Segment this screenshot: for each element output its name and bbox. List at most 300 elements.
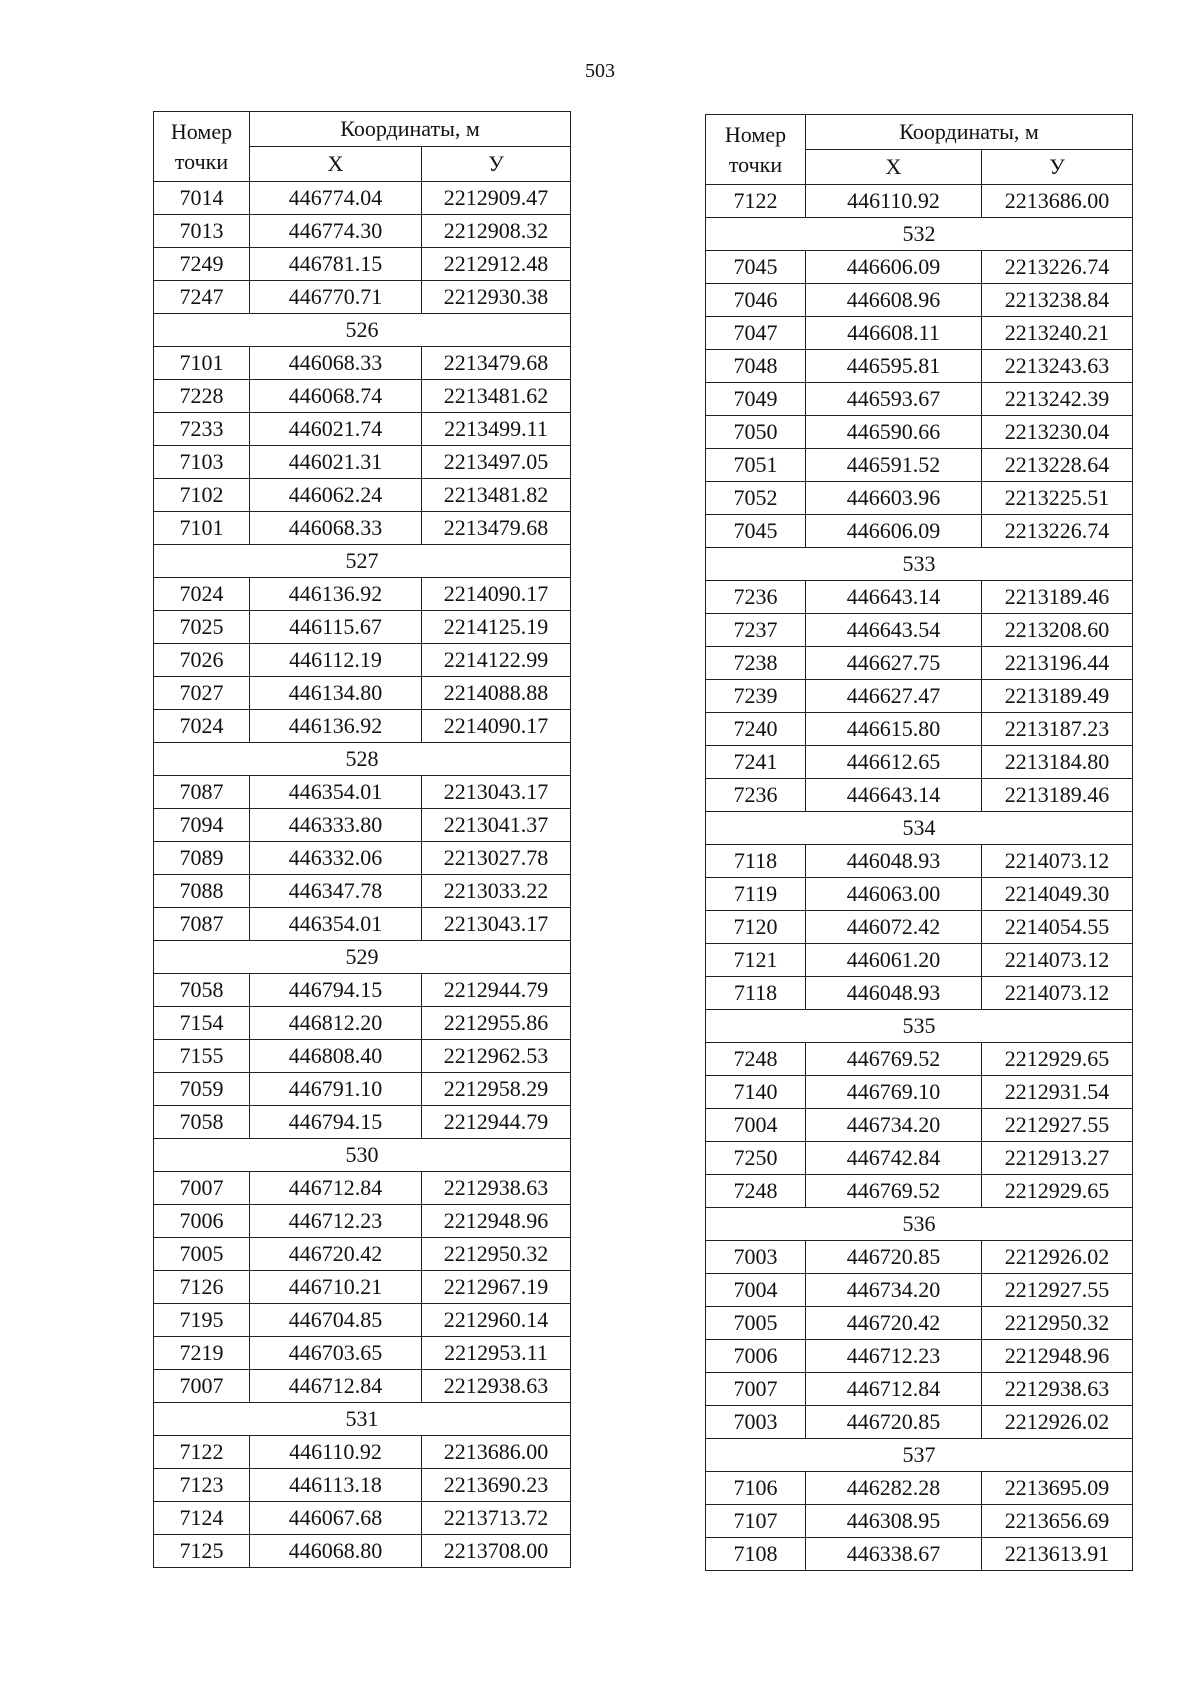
table-row <box>154 809 571 842</box>
y-coordinate-cell: 2212950.32 <box>422 1238 571 1271</box>
table-row <box>154 1535 571 1568</box>
point-number-cell: 7122 <box>706 185 806 218</box>
table-row <box>154 248 571 281</box>
point-number-cell: 7003 <box>706 1406 806 1439</box>
x-coordinate-cell: 446595.81 <box>806 350 982 383</box>
x-coordinate-cell: 446769.52 <box>806 1043 982 1076</box>
y-coordinate-cell: 2212929.65 <box>982 1175 1133 1208</box>
point-number-cell: 7106 <box>706 1472 806 1505</box>
y-coordinate-cell: 2213479.68 <box>422 512 571 545</box>
point-number-cell: 7058 <box>154 974 250 1007</box>
y-coordinate-cell: 2213228.64 <box>982 449 1133 482</box>
table-row <box>706 317 1133 350</box>
x-coordinate-cell: 446791.10 <box>250 1073 422 1106</box>
table-row <box>154 611 571 644</box>
y-coordinate-cell: 2214073.12 <box>982 944 1133 977</box>
y-coordinate-cell: 2212948.96 <box>982 1340 1133 1373</box>
y-coordinate-cell: 2213499.11 <box>422 413 571 446</box>
y-coordinate-cell: 2212908.32 <box>422 215 571 248</box>
x-coordinate-cell: 446021.74 <box>250 413 422 446</box>
point-number-cell: 7248 <box>706 1043 806 1076</box>
table-row <box>706 581 1133 614</box>
point-number-cell: 7250 <box>706 1142 806 1175</box>
y-coordinate-cell: 2213481.62 <box>422 380 571 413</box>
point-number-cell: 7046 <box>706 284 806 317</box>
table-row <box>154 1172 571 1205</box>
y-coordinate-cell: 2213189.46 <box>982 581 1133 614</box>
y-coordinate-cell: 2213043.17 <box>422 908 571 941</box>
x-coordinate-cell: 446734.20 <box>806 1274 982 1307</box>
x-coordinate-cell: 446136.92 <box>250 710 422 743</box>
table-row <box>154 1238 571 1271</box>
point-number-cell: 7004 <box>706 1109 806 1142</box>
point-number-cell: 7119 <box>706 878 806 911</box>
point-number-cell: 7047 <box>706 317 806 350</box>
x-coordinate-cell: 446769.10 <box>806 1076 982 1109</box>
point-number-cell: 7108 <box>706 1538 806 1571</box>
x-coordinate-cell: 446136.92 <box>250 578 422 611</box>
point-number-cell: 7122 <box>154 1436 250 1469</box>
x-coordinate-cell: 446781.15 <box>250 248 422 281</box>
y-coordinate-cell: 2212912.48 <box>422 248 571 281</box>
y-coordinate-cell: 2213225.51 <box>982 482 1133 515</box>
point-number-cell: 7007 <box>154 1172 250 1205</box>
section-row <box>706 218 1133 251</box>
y-coordinate-cell: 2212938.63 <box>422 1370 571 1403</box>
section-row <box>154 941 571 974</box>
point-number-cell: 7024 <box>154 710 250 743</box>
table-row <box>154 842 571 875</box>
table-row <box>154 578 571 611</box>
x-coordinate-cell: 446282.28 <box>806 1472 982 1505</box>
y-coordinate-cell: 2213238.84 <box>982 284 1133 317</box>
y-coordinate-cell: 2212948.96 <box>422 1205 571 1238</box>
table-row <box>706 185 1133 218</box>
y-coordinate-cell: 2214049.30 <box>982 878 1133 911</box>
x-coordinate-cell: 446720.42 <box>806 1307 982 1340</box>
table-row <box>706 1142 1133 1175</box>
point-number-cell: 7140 <box>706 1076 806 1109</box>
x-coordinate-cell: 446712.23 <box>806 1340 982 1373</box>
point-number-cell: 7120 <box>706 911 806 944</box>
x-coordinate-cell: 446333.80 <box>250 809 422 842</box>
section-number: 526 <box>154 314 571 347</box>
table-row <box>154 1073 571 1106</box>
coordinates-table-left <box>153 111 571 1568</box>
table-row <box>154 413 571 446</box>
x-coordinate-cell: 446712.84 <box>250 1370 422 1403</box>
y-coordinate-cell: 2213189.46 <box>982 779 1133 812</box>
x-coordinate-cell: 446593.67 <box>806 383 982 416</box>
point-number-cell: 7087 <box>154 908 250 941</box>
point-number-cell: 7101 <box>154 347 250 380</box>
table-row <box>706 383 1133 416</box>
table-row <box>154 1040 571 1073</box>
section-number: 537 <box>706 1439 1133 1472</box>
x-coordinate-cell: 446794.15 <box>250 974 422 1007</box>
y-coordinate-cell: 2212950.32 <box>982 1307 1133 1340</box>
table-row <box>706 1076 1133 1109</box>
section-number: 536 <box>706 1208 1133 1241</box>
table-row <box>706 251 1133 284</box>
y-coordinate-cell: 2214088.88 <box>422 677 571 710</box>
point-number-cell: 7088 <box>154 875 250 908</box>
y-coordinate-cell: 2212913.27 <box>982 1142 1133 1175</box>
x-coordinate-cell: 446812.20 <box>250 1007 422 1040</box>
coordinates-table-right <box>705 114 1133 1571</box>
x-coordinate-cell: 446068.33 <box>250 512 422 545</box>
y-coordinate-cell: 2213690.23 <box>422 1469 571 1502</box>
table-row <box>706 647 1133 680</box>
x-coordinate-cell: 446720.85 <box>806 1241 982 1274</box>
y-coordinate-cell: 2214122.99 <box>422 644 571 677</box>
table-row <box>706 1505 1133 1538</box>
point-number-cell: 7195 <box>154 1304 250 1337</box>
header-row <box>706 115 1133 150</box>
table-row <box>706 284 1133 317</box>
y-coordinate-cell: 2213481.82 <box>422 479 571 512</box>
point-number-cell: 7237 <box>706 614 806 647</box>
y-coordinate-cell: 2213708.00 <box>422 1535 571 1568</box>
point-number-cell: 7124 <box>154 1502 250 1535</box>
x-coordinate-cell: 446720.42 <box>250 1238 422 1271</box>
x-coordinate-cell: 446068.74 <box>250 380 422 413</box>
x-coordinate-cell: 446608.11 <box>806 317 982 350</box>
table-row <box>706 1274 1133 1307</box>
y-coordinate-cell: 2212938.63 <box>982 1373 1133 1406</box>
point-number-cell: 7126 <box>154 1271 250 1304</box>
section-row <box>154 1139 571 1172</box>
table-row <box>706 1043 1133 1076</box>
section-number: 535 <box>706 1010 1133 1043</box>
y-header: У <box>422 147 571 182</box>
section-row <box>706 1208 1133 1241</box>
point-number-cell: 7027 <box>154 677 250 710</box>
x-coordinate-cell: 446338.67 <box>806 1538 982 1571</box>
x-coordinate-cell: 446603.96 <box>806 482 982 515</box>
point-number-cell: 7013 <box>154 215 250 248</box>
table-row <box>706 614 1133 647</box>
y-header: У <box>982 150 1133 185</box>
x-coordinate-cell: 446021.31 <box>250 446 422 479</box>
x-header: Х <box>250 147 422 182</box>
point-number-cell: 7248 <box>706 1175 806 1208</box>
table-row <box>154 875 571 908</box>
x-coordinate-cell: 446606.09 <box>806 251 982 284</box>
section-row <box>706 812 1133 845</box>
point-number-cell: 7155 <box>154 1040 250 1073</box>
x-coordinate-cell: 446354.01 <box>250 908 422 941</box>
y-coordinate-cell: 2212944.79 <box>422 974 571 1007</box>
y-coordinate-cell: 2213196.44 <box>982 647 1133 680</box>
point-number-cell: 7239 <box>706 680 806 713</box>
point-number-cell: 7101 <box>154 512 250 545</box>
table-row <box>706 1472 1133 1505</box>
section-number: 530 <box>154 1139 571 1172</box>
x-coordinate-cell: 446068.80 <box>250 1535 422 1568</box>
point-number-cell: 7249 <box>154 248 250 281</box>
x-coordinate-cell: 446112.19 <box>250 644 422 677</box>
y-coordinate-cell: 2213243.63 <box>982 350 1133 383</box>
section-row <box>706 1010 1133 1043</box>
x-coordinate-cell: 446794.15 <box>250 1106 422 1139</box>
table-row <box>706 350 1133 383</box>
y-coordinate-cell: 2213656.69 <box>982 1505 1133 1538</box>
point-number-cell: 7050 <box>706 416 806 449</box>
x-coordinate-cell: 446774.04 <box>250 182 422 215</box>
point-number-cell: 7233 <box>154 413 250 446</box>
table-row <box>706 482 1133 515</box>
x-coordinate-cell: 446113.18 <box>250 1469 422 1502</box>
point-number-cell: 7236 <box>706 779 806 812</box>
point-number-cell: 7005 <box>154 1238 250 1271</box>
y-coordinate-cell: 2213027.78 <box>422 842 571 875</box>
point-number-cell: 7003 <box>706 1241 806 1274</box>
table-row <box>154 215 571 248</box>
table-row <box>154 974 571 1007</box>
point-number-cell: 7004 <box>706 1274 806 1307</box>
y-coordinate-cell: 2212938.63 <box>422 1172 571 1205</box>
section-number: 528 <box>154 743 571 776</box>
point-number-cell: 7102 <box>154 479 250 512</box>
table-row <box>154 710 571 743</box>
table-row <box>706 944 1133 977</box>
point-number-cell: 7087 <box>154 776 250 809</box>
section-row <box>706 1439 1133 1472</box>
table-row <box>154 281 571 314</box>
table-row <box>706 1109 1133 1142</box>
table-row <box>154 479 571 512</box>
table-row <box>706 1538 1133 1571</box>
point-number-cell: 7118 <box>706 845 806 878</box>
x-coordinate-cell: 446710.21 <box>250 1271 422 1304</box>
table-row <box>706 911 1133 944</box>
table-row <box>154 1436 571 1469</box>
y-coordinate-cell: 2213184.80 <box>982 746 1133 779</box>
x-header: Х <box>806 150 982 185</box>
x-coordinate-cell: 446332.06 <box>250 842 422 875</box>
y-coordinate-cell: 2212944.79 <box>422 1106 571 1139</box>
table-row <box>154 1304 571 1337</box>
point-number-cell: 7238 <box>706 647 806 680</box>
table-row <box>154 677 571 710</box>
x-coordinate-cell: 446134.80 <box>250 677 422 710</box>
point-number-cell: 7052 <box>706 482 806 515</box>
y-coordinate-cell: 2213686.00 <box>422 1436 571 1469</box>
table-row <box>154 908 571 941</box>
point-number-cell: 7123 <box>154 1469 250 1502</box>
y-coordinate-cell: 2213686.00 <box>982 185 1133 218</box>
x-coordinate-cell: 446308.95 <box>806 1505 982 1538</box>
y-coordinate-cell: 2212927.55 <box>982 1274 1133 1307</box>
table-row <box>706 1373 1133 1406</box>
section-number: 531 <box>154 1403 571 1436</box>
table-row <box>706 977 1133 1010</box>
x-coordinate-cell: 446720.85 <box>806 1406 982 1439</box>
x-coordinate-cell: 446110.92 <box>250 1436 422 1469</box>
section-row <box>154 314 571 347</box>
table-row <box>154 1502 571 1535</box>
table-row <box>154 380 571 413</box>
point-number-cell: 7006 <box>154 1205 250 1238</box>
point-number-header: Номер точки <box>154 112 250 182</box>
point-number-cell: 7240 <box>706 713 806 746</box>
table-row <box>154 1106 571 1139</box>
x-coordinate-cell: 446062.24 <box>250 479 422 512</box>
point-number-cell: 7005 <box>706 1307 806 1340</box>
y-coordinate-cell: 2212930.38 <box>422 281 571 314</box>
point-number-cell: 7241 <box>706 746 806 779</box>
y-coordinate-cell: 2213208.60 <box>982 614 1133 647</box>
table-row <box>706 515 1133 548</box>
point-number-cell: 7051 <box>706 449 806 482</box>
x-coordinate-cell: 446703.65 <box>250 1337 422 1370</box>
table-row <box>154 776 571 809</box>
x-coordinate-cell: 446643.54 <box>806 614 982 647</box>
header-row <box>154 112 571 147</box>
x-coordinate-cell: 446808.40 <box>250 1040 422 1073</box>
x-coordinate-cell: 446712.84 <box>806 1373 982 1406</box>
section-number: 532 <box>706 218 1133 251</box>
table-row <box>706 779 1133 812</box>
y-coordinate-cell: 2213033.22 <box>422 875 571 908</box>
section-row <box>706 548 1133 581</box>
point-number-cell: 7049 <box>706 383 806 416</box>
x-coordinate-cell: 446590.66 <box>806 416 982 449</box>
y-coordinate-cell: 2212909.47 <box>422 182 571 215</box>
point-number-cell: 7121 <box>706 944 806 977</box>
table-row <box>154 1469 571 1502</box>
coordinates-header: Координаты, м <box>806 115 1133 150</box>
table-row <box>154 512 571 545</box>
x-coordinate-cell: 446354.01 <box>250 776 422 809</box>
table-row <box>154 446 571 479</box>
y-coordinate-cell: 2214090.17 <box>422 710 571 743</box>
point-number-cell: 7219 <box>154 1337 250 1370</box>
point-number-cell: 7228 <box>154 380 250 413</box>
y-coordinate-cell: 2213041.37 <box>422 809 571 842</box>
x-coordinate-cell: 446612.65 <box>806 746 982 779</box>
table-row <box>706 416 1133 449</box>
table-row <box>154 1205 571 1238</box>
table-row <box>706 1406 1133 1439</box>
y-coordinate-cell: 2213226.74 <box>982 251 1133 284</box>
x-coordinate-cell: 446734.20 <box>806 1109 982 1142</box>
y-coordinate-cell: 2213242.39 <box>982 383 1133 416</box>
table-row <box>706 1340 1133 1373</box>
table-row <box>706 713 1133 746</box>
y-coordinate-cell: 2213613.91 <box>982 1538 1133 1571</box>
table-row <box>706 878 1133 911</box>
y-coordinate-cell: 2213713.72 <box>422 1502 571 1535</box>
page-number: 503 <box>585 60 615 82</box>
y-coordinate-cell: 2213695.09 <box>982 1472 1133 1505</box>
x-coordinate-cell: 446115.67 <box>250 611 422 644</box>
y-coordinate-cell: 2213240.21 <box>982 317 1133 350</box>
x-coordinate-cell: 446072.42 <box>806 911 982 944</box>
y-coordinate-cell: 2214054.55 <box>982 911 1133 944</box>
table-row <box>706 680 1133 713</box>
point-number-cell: 7107 <box>706 1505 806 1538</box>
point-number-cell: 7125 <box>154 1535 250 1568</box>
x-coordinate-cell: 446627.47 <box>806 680 982 713</box>
point-number-cell: 7026 <box>154 644 250 677</box>
point-number-cell: 7059 <box>154 1073 250 1106</box>
y-coordinate-cell: 2213187.23 <box>982 713 1133 746</box>
section-number: 533 <box>706 548 1133 581</box>
x-coordinate-cell: 446608.96 <box>806 284 982 317</box>
point-number-cell: 7048 <box>706 350 806 383</box>
y-coordinate-cell: 2214073.12 <box>982 977 1133 1010</box>
y-coordinate-cell: 2213189.49 <box>982 680 1133 713</box>
x-coordinate-cell: 446643.14 <box>806 581 982 614</box>
point-number-cell: 7236 <box>706 581 806 614</box>
section-row <box>154 1403 571 1436</box>
x-coordinate-cell: 446643.14 <box>806 779 982 812</box>
y-coordinate-cell: 2213497.05 <box>422 446 571 479</box>
table-row <box>154 1007 571 1040</box>
y-coordinate-cell: 2212926.02 <box>982 1241 1133 1274</box>
x-coordinate-cell: 446712.23 <box>250 1205 422 1238</box>
table-row <box>706 1241 1133 1274</box>
x-coordinate-cell: 446591.52 <box>806 449 982 482</box>
section-row <box>154 743 571 776</box>
y-coordinate-cell: 2212953.11 <box>422 1337 571 1370</box>
y-coordinate-cell: 2213226.74 <box>982 515 1133 548</box>
table-row <box>154 1271 571 1304</box>
x-coordinate-cell: 446063.00 <box>806 878 982 911</box>
section-number: 534 <box>706 812 1133 845</box>
y-coordinate-cell: 2214125.19 <box>422 611 571 644</box>
x-coordinate-cell: 446770.71 <box>250 281 422 314</box>
point-number-cell: 7045 <box>706 515 806 548</box>
y-coordinate-cell: 2212958.29 <box>422 1073 571 1106</box>
table-row <box>706 1175 1133 1208</box>
point-number-cell: 7045 <box>706 251 806 284</box>
x-coordinate-cell: 446048.93 <box>806 977 982 1010</box>
y-coordinate-cell: 2212962.53 <box>422 1040 571 1073</box>
point-number-cell: 7058 <box>154 1106 250 1139</box>
table-row <box>154 1337 571 1370</box>
x-coordinate-cell: 446067.68 <box>250 1502 422 1535</box>
y-coordinate-cell: 2212929.65 <box>982 1043 1133 1076</box>
x-coordinate-cell: 446061.20 <box>806 944 982 977</box>
x-coordinate-cell: 446704.85 <box>250 1304 422 1337</box>
y-coordinate-cell: 2214090.17 <box>422 578 571 611</box>
point-number-cell: 7006 <box>706 1340 806 1373</box>
y-coordinate-cell: 2213230.04 <box>982 416 1133 449</box>
section-row <box>154 545 571 578</box>
point-number-cell: 7118 <box>706 977 806 1010</box>
y-coordinate-cell: 2212967.19 <box>422 1271 571 1304</box>
x-coordinate-cell: 446068.33 <box>250 347 422 380</box>
table-row <box>706 746 1133 779</box>
x-coordinate-cell: 446110.92 <box>806 185 982 218</box>
table-row <box>154 644 571 677</box>
x-coordinate-cell: 446347.78 <box>250 875 422 908</box>
table-row <box>706 845 1133 878</box>
point-number-header: Номер точки <box>706 115 806 185</box>
coordinates-header: Координаты, м <box>250 112 571 147</box>
y-coordinate-cell: 2213479.68 <box>422 347 571 380</box>
point-number-cell: 7103 <box>154 446 250 479</box>
table-row <box>154 1370 571 1403</box>
table-row <box>154 182 571 215</box>
x-coordinate-cell: 446742.84 <box>806 1142 982 1175</box>
x-coordinate-cell: 446615.80 <box>806 713 982 746</box>
point-number-cell: 7094 <box>154 809 250 842</box>
table-row <box>154 347 571 380</box>
